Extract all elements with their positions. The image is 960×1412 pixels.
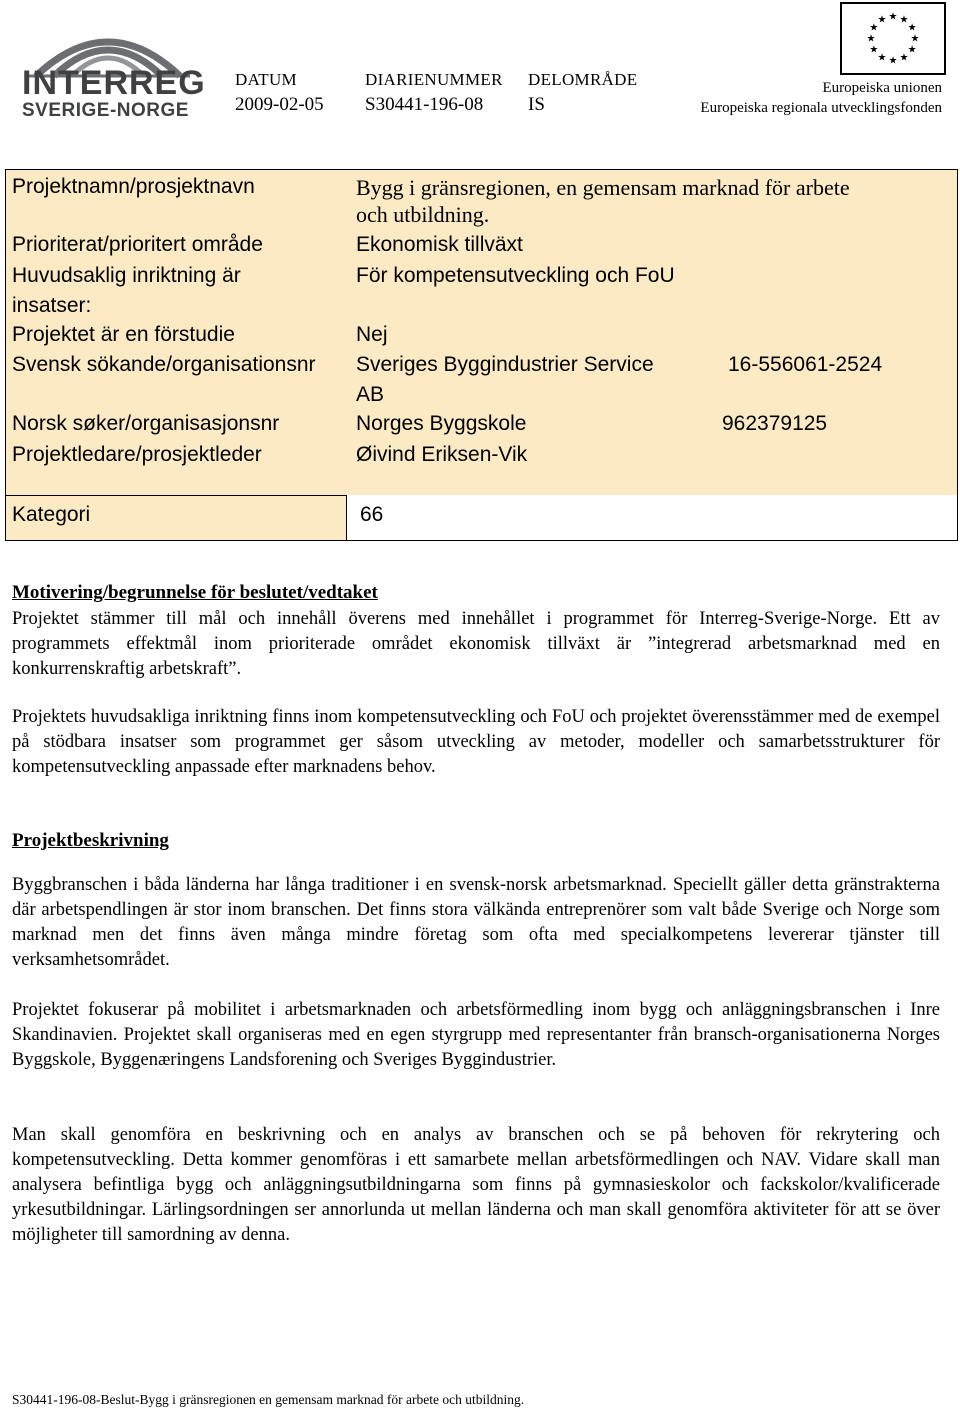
delomrade-value: IS — [528, 94, 545, 115]
interreg-logo — [18, 14, 206, 124]
motivering-paragraph-2: Projektets huvudsakliga inriktning finns inom kompetensutveckling och FoU och projektet överensstämmer med de exempel på stödbara insatser som programmet ger såsom utveckling av metoder, modeller och samarbetsstrukturer för kompetensutveckling anpassade efter marknadens behov. — [12, 707, 940, 777]
logo-title: INTERREG — [22, 64, 206, 102]
beskrivning-paragraph-3: Man skall genomföra en beskrivning och en analys av branschen och se på behoven för rekrytering och kompetensutveckling. Detta kommer genomföras i ett samarbete mellan arbetsförmedlingen och NAV. Vidare skall man analysera befintliga bygg och anläggningsutbildningarna som finns på gymnasieskolor och fackskolor/kvalificerade yrkesutbildningar. Lärlingsordningen ser annorlunda ut mellan länderna och man skall genomföra aktiviteter för att se över möjligheter till samordning av denna. — [12, 1125, 940, 1245]
svensk-label: Svensk sökande/organisationsnr — [12, 353, 316, 376]
eu-star-icon: ★ — [877, 52, 887, 64]
motivering-heading: Motivering/begrunnelse för beslutet/vedtaket — [12, 582, 378, 603]
prioriterat-value: Ekonomisk tillväxt — [356, 233, 523, 256]
diarienummer-label: DIARIENUMMER — [365, 70, 503, 89]
eu-star-icon: ★ — [869, 44, 879, 56]
svensk-orgnr: 16-556061-2524 — [728, 353, 883, 376]
eu-star-icon: ★ — [877, 14, 887, 26]
datum-label: DATUM — [235, 70, 297, 89]
huvudsaklig-label-line1: Huvudsaklig inriktning är — [12, 264, 241, 287]
projektledare-label: Projektledare/prosjektleder — [12, 443, 262, 466]
norsk-value: Norges Byggskole — [356, 412, 527, 435]
kategori-value-cell — [346, 495, 958, 541]
projektledare-value: Øivind Eriksen-Vik — [356, 443, 528, 466]
projektnamn-value-line1: Bygg i gränsregionen, en gemensam marknad för arbete — [356, 175, 850, 200]
norsk-label: Norsk søker/organisasjonsnr — [12, 412, 280, 435]
eu-star-icon: ★ — [866, 33, 876, 45]
projektnamn-value-line2: och utbildning. — [356, 202, 490, 227]
footer-text: S30441-196-08-Beslut-Bygg i gränsregionen en gemensam marknad för arbete och utbildning. — [12, 1392, 525, 1407]
eu-star-icon: ★ — [907, 22, 917, 34]
forstudie-label: Projektet är en förstudie — [12, 323, 235, 346]
projektnamn-label: Projektnamn/prosjektnavn — [12, 175, 255, 198]
prioriterat-label: Prioriterat/prioritert område — [12, 233, 263, 256]
svensk-value-line2: AB — [356, 383, 385, 406]
eu-star-icon: ★ — [899, 14, 909, 26]
eu-star-icon: ★ — [888, 11, 898, 23]
eu-stars-icon — [842, 4, 944, 73]
huvudsaklig-value: För kompetensutveckling och FoU — [356, 264, 675, 287]
delomrade-label: DELOMRÅDE — [528, 70, 638, 89]
eu-star-icon: ★ — [888, 55, 898, 67]
beskrivning-heading: Projektbeskrivning — [12, 830, 169, 851]
logo-subtitle: SVERIGE-NORGE — [22, 100, 189, 121]
eu-fund-text: Europeiska regionala utvecklingsfonden — [700, 100, 942, 116]
eu-union-text: Europeiska unionen — [822, 80, 942, 96]
norsk-orgnr: 962379125 — [722, 412, 828, 435]
eu-star-icon: ★ — [869, 22, 879, 34]
kategori-value: 66 — [360, 503, 384, 526]
kategori-label: Kategori — [12, 503, 91, 526]
svensk-value-line1: Sveriges Byggindustrier Service — [356, 353, 654, 376]
datum-value: 2009-02-05 — [235, 94, 324, 115]
eu-star-icon: ★ — [907, 44, 917, 56]
huvudsaklig-label-line2: insatser: — [12, 294, 92, 317]
motivering-paragraph-1: Projektet stämmer till mål och innehåll överens med innehållet i programmet för Interreg-Sverige-Norge. Ett av programmets effektmål inom prioriterade området ekonomisk tillväxt är ”integrerad arbetsmarknad med en konkurrenskraftig arbetskraft”. — [12, 609, 940, 679]
eu-star-icon: ★ — [910, 33, 920, 45]
eu-flag — [840, 2, 946, 75]
eu-star-icon: ★ — [899, 52, 909, 64]
beskrivning-paragraph-1: Byggbranschen i båda länderna har långa traditioner i en svensk-norsk arbetsmarknad. Speciellt gäller detta gränstrakterna där arbetspendlingen är stor inom branschen. Det finns stora välkända entreprenörer som valt både Sverige och Norge som marknad men det finns även många mindre företag som ofta med specialkompetens levererar tjänster till verksamhetsområdet. — [12, 875, 940, 970]
diarienummer-value: S30441-196-08 — [365, 94, 484, 115]
beskrivning-paragraph-2: Projektet fokuserar på mobilitet i arbetsmarknaden och arbetsförmedling inom bygg och anläggningsbranschen i Inre Skandinavien. Projektet skall organiseras med en egen styrgrupp med representanter från bransch-organisationerna Norges Byggskole, Byggenæringens Landsforening och Sveriges Byggindustrier. — [12, 1000, 940, 1070]
forstudie-value: Nej — [356, 323, 388, 346]
